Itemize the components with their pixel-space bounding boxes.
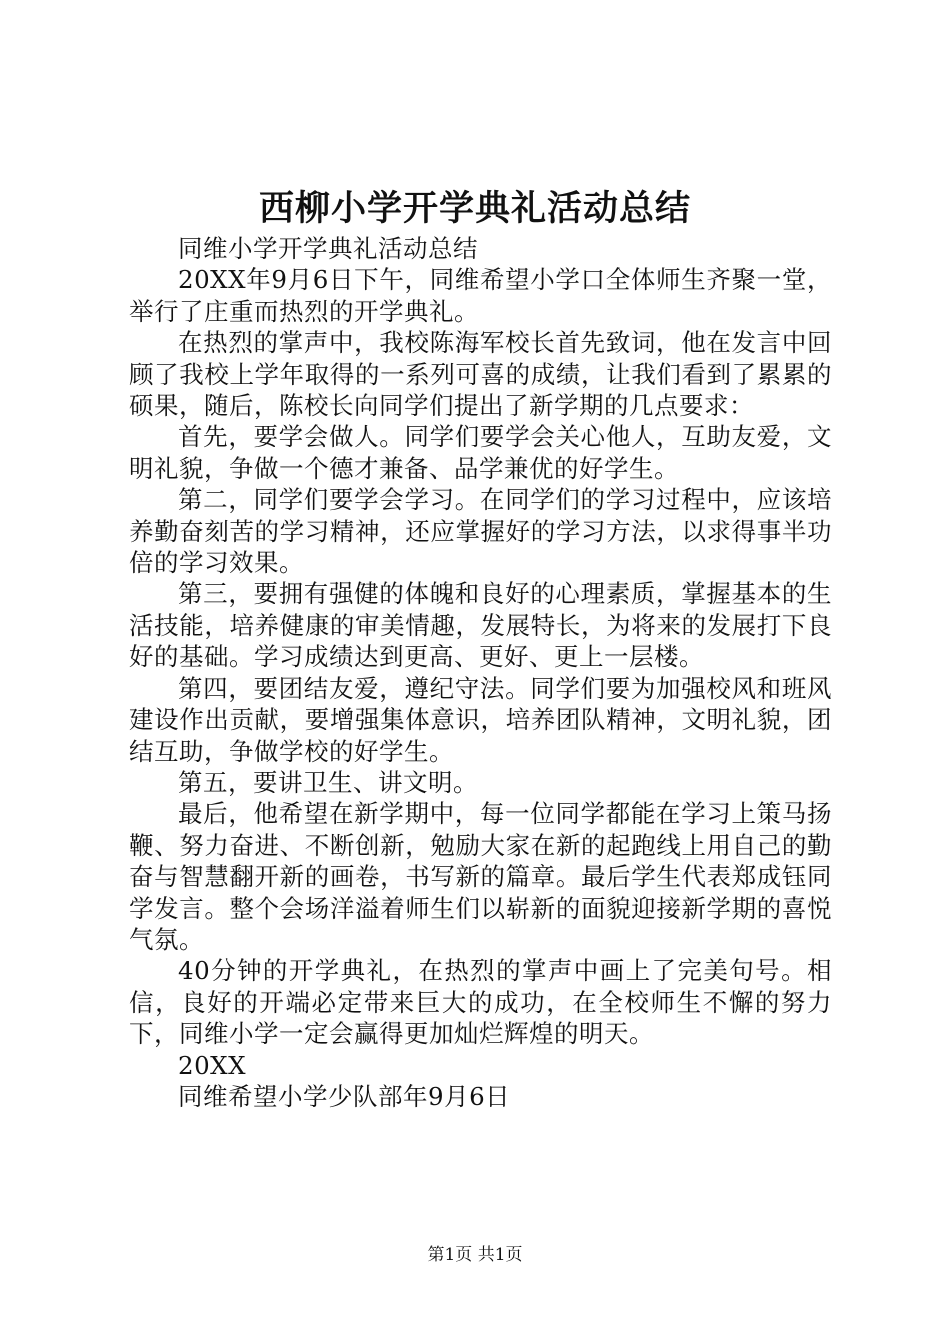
document-title: 西柳小学开学典礼活动总结: [258, 188, 691, 229]
paragraph-fifth-requirement: 第五，要讲卫生、讲文明。: [178, 767, 478, 797]
signature-year: 20XX: [178, 1050, 247, 1080]
paragraph-fourth-requirement: 第四，要团结友爱，遵纪守法。同学们要为加强校风和班风建设作出贡献，要增强集体意识，培养团队精神，文明礼貌，团结互助，争做学校的好学生。: [129, 673, 832, 766]
paragraph-first-requirement: 首先，要学会做人。同学们要学会关心他人，互助友爱，文明礼貌，争做一个德才兼备、品学兼优的好学生。: [129, 422, 832, 483]
page-number: 第1页 共1页: [427, 1245, 523, 1265]
paragraph-third-requirement: 第三，要拥有强健的体魄和良好的心理素质，掌握基本的生活技能，培养健康的审美情趣，发展特长，为将来的发展打下良好的基础。学习成绩达到更高、更好、更上一层楼。: [129, 579, 832, 672]
paragraph-second-requirement: 第二，同学们要学会学习。在同学们的学习过程中，应该培养勤奋刻苦的学习精神，还应掌握好的学习方法，以求得事半功倍的学习效果。: [129, 485, 832, 578]
document-body: [129, 233, 832, 1112]
paragraph-closing-remarks: 最后，他希望在新学期中，每一位同学都能在学习上策马扬鞭、努力奋进、不断创新，勉励大家在新的起跑线上用自己的勤奋与智慧翻开新的画卷，书写新的篇章。最后学生代表郑成钰同学发言。整个会场洋溢着师生们以崭新的面貌迎接新学期的喜悦气氛。: [129, 799, 832, 954]
signature-organization-date: 同维希望小学少队部年9月6日: [178, 1081, 511, 1111]
paragraph-intro: 20XX年9月6日下午，同维希望小学口全体师生齐聚一堂，举行了庄重而热烈的开学典礼。: [129, 265, 832, 326]
paragraph-principal-speech: 在热烈的掌声中，我校陈海军校长首先致词，他在发言中回顾了我校上学年取得的一系列可喜的成绩，让我们看到了累累的硕果，随后，陈校长向同学们提出了新学期的几点要求：: [129, 328, 832, 421]
paragraph-subtitle: 同维小学开学典礼活动总结: [178, 234, 478, 263]
paragraph-conclusion: 40分钟的开学典礼，在热烈的掌声中画上了完美句号。相信，良好的开端必定带来巨大的成功，在全校师生不懈的努力下，同维小学一定会赢得更加灿烂辉煌的明天。: [129, 956, 832, 1049]
